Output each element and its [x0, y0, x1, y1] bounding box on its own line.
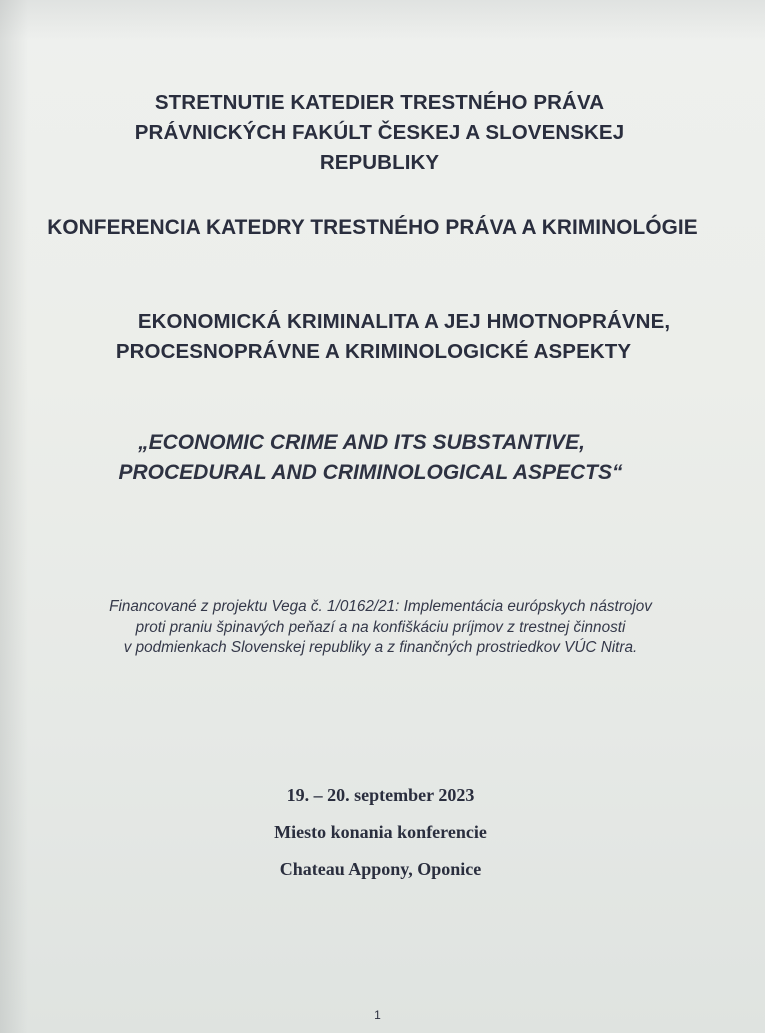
meeting-heading-line-2: PRÁVNICKÝCH FAKÚLT ČESKEJ A SLOVENSKEJ — [134, 121, 625, 144]
topic-title — [0, 307, 763, 367]
funding-note — [0, 597, 763, 659]
topic-title-line-2: PROCESNOPRÁVNE A KRIMINOLOGICKÉ ASPEKTY — [115, 340, 632, 363]
conference-title — [0, 213, 755, 243]
english-topic-line-2: PROCEDURAL AND CRIMINOLOGICAL ASPECTS“ — [118, 461, 623, 484]
event-date: 19. – 20. september 2023 — [286, 785, 475, 805]
topic-title-line-1: EKONOMICKÁ KRIMINALITA A JEJ HMOTNOPRÁVNE, — [137, 310, 671, 333]
event-venue-label: Miesto konania konferencie — [274, 822, 487, 842]
conference-title-line: KONFERENCIA KATEDRY TRESTNÉHO PRÁVA A KRIMINOLÓGIE — [47, 216, 698, 239]
meeting-heading-line-1: STRETNUTIE KATEDIER TRESTNÉHO PRÁVA — [154, 91, 605, 114]
meeting-heading-line-3: REPUBLIKY — [319, 151, 440, 174]
funding-note-line-2: proti praniu špinavých peňazí a na konfiškáciu príjmov z trestnej činnosti — [135, 618, 626, 636]
english-topic-title — [0, 428, 753, 488]
meeting-heading — [0, 88, 762, 178]
page-shadow-top — [0, 0, 765, 40]
event-details — [0, 777, 763, 888]
funding-note-line-1: Financované z projektu Vega č. 1/0162/21: Implementácia európskych nástrojov — [109, 598, 652, 615]
event-venue: Chateau Appony, Oponice — [279, 859, 482, 879]
page-number: 1 — [374, 1008, 381, 1022]
funding-note-line-3: v podmienkach Slovenskej republiky a z finančných prostriedkov VÚC Nitra. — [123, 639, 638, 656]
english-topic-line-1: „ECONOMIC CRIME AND ITS SUBSTANTIVE, — [138, 431, 585, 454]
